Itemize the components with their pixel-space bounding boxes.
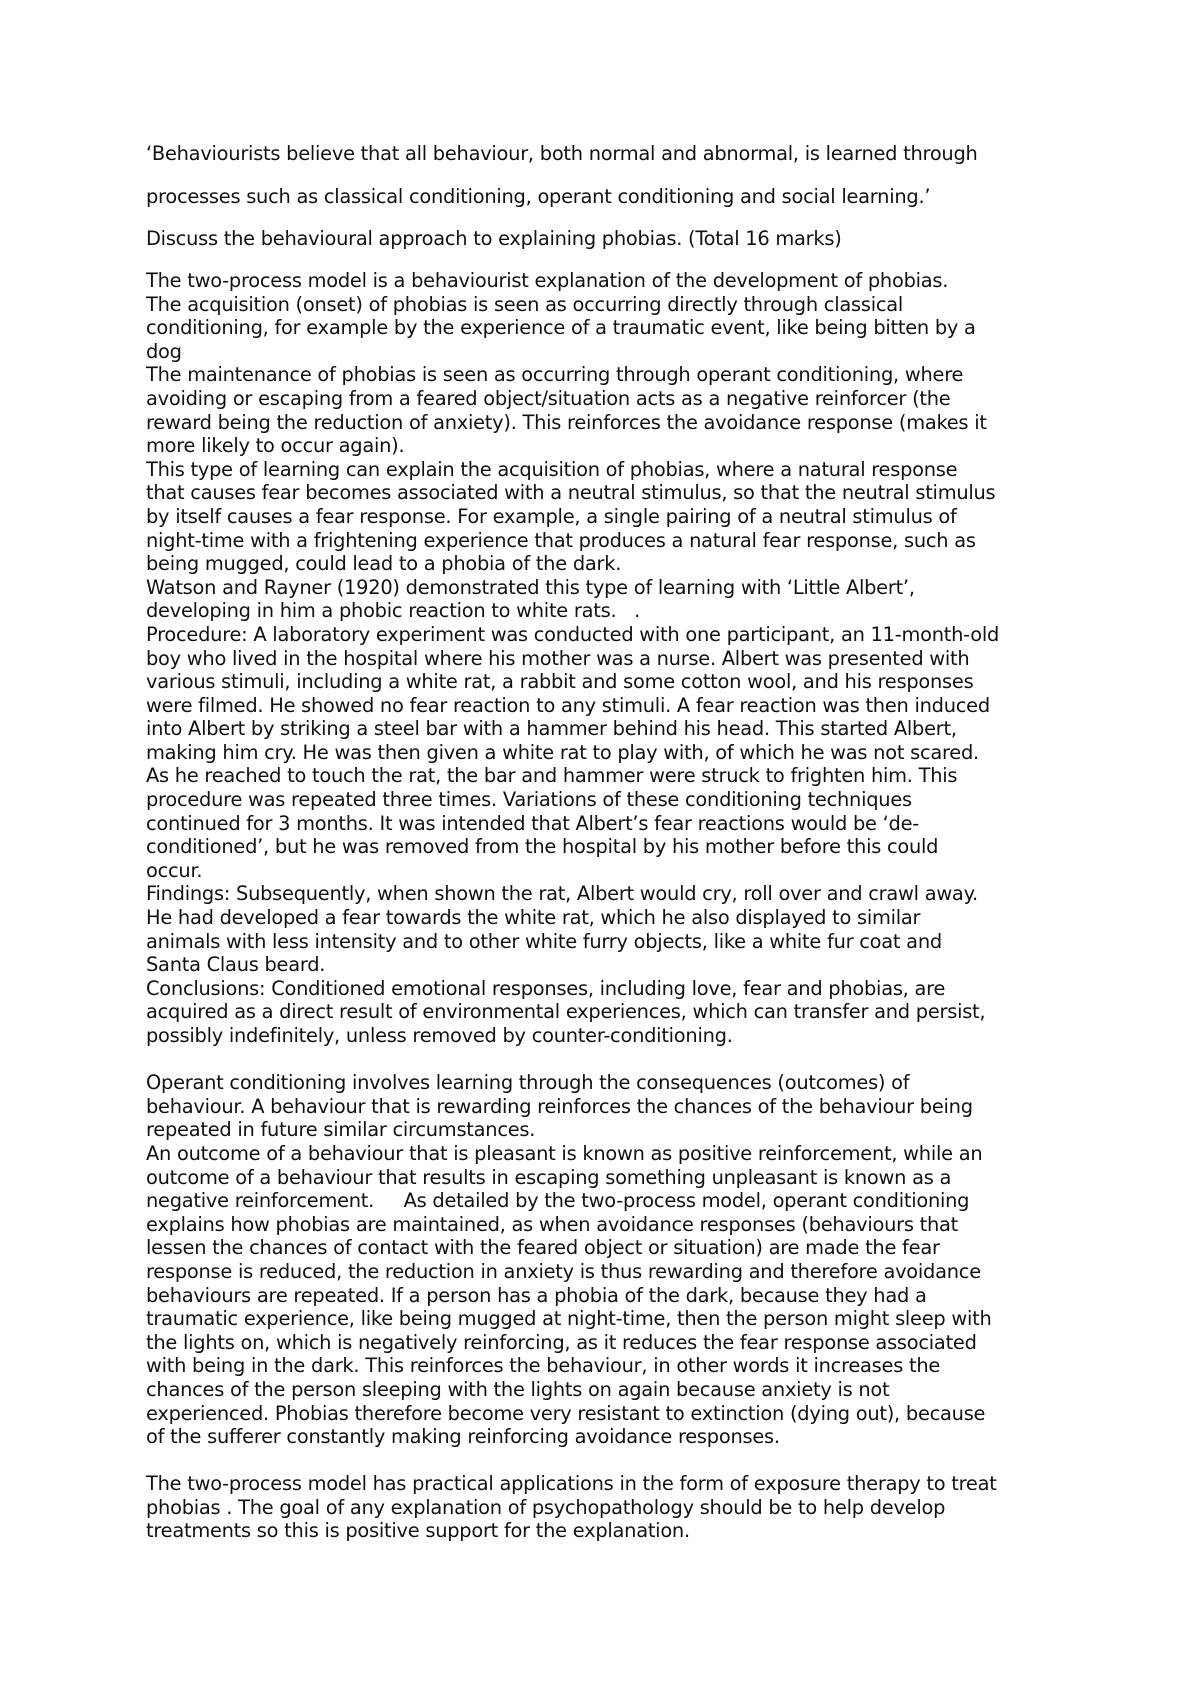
body-line: making him cry. He was then given a white rat to play with, of which he was not scared. [146,740,979,764]
body-line: Watson and Rayner (1920) demonstrated this type of learning with ‘Little Albert’, [146,575,915,599]
body-line: The acquisition (onset) of phobias is seen as occurring directly through classical [146,292,904,316]
body-line: Procedure: A laboratory experiment was conducted with one participant, an 11-month-old [146,622,1000,646]
body-line: negative reinforcement. As detailed by the two-process model, operant conditioning [146,1189,970,1213]
body-line: the lights on, which is negatively reinforcing, as it reduces the fear response associated [146,1330,977,1354]
body-line: being mugged, could lead to a phobia of the dark. [146,552,622,576]
body-line: treatments so this is positive support for the explanation. [146,1519,690,1543]
body-line: The two-process model has practical applications in the form of exposure therapy to treat [146,1472,997,1496]
body-line: conditioning, for example by the experience of a traumatic event, like being bitten by a [146,316,976,340]
body-line: phobias . The goal of any explanation of psychopathology should be to help develop [146,1495,946,1519]
body-line: Conclusions: Conditioned emotional responses, including love, fear and phobias, are [146,976,946,1000]
body-line: into Albert by striking a steel bar with a hammer behind his head. This started Albert, [146,717,957,741]
body-line: more likely to occur again). [146,434,405,458]
body-line: As he reached to touch the rat, the bar and hammer were struck to frighten him. This [146,764,958,788]
body-line: that causes fear becomes associated with a neutral stimulus, so that the neutral stimulus [146,481,996,505]
essay-body [146,269,1086,1543]
body-line: possibly indefinitely, unless removed by counter-conditioning. [146,1024,733,1047]
body-line: Operant conditioning involves learning through the consequences (outcomes) of [146,1071,910,1095]
body-line: Findings: Subsequently, when shown the rat, Albert would cry, roll over and crawl away. [146,882,978,906]
body-line: developing in him a phobic reaction to white rats. . [146,599,641,623]
body-line: were filmed. He showed no fear reaction to any stimuli. A fear reaction was then induced [146,693,990,717]
quote-line-1: ‘Behaviourists believe that all behaviour, both normal and abnormal, is learned through [146,142,978,165]
body-line: dog [146,339,182,363]
body-line: The maintenance of phobias is seen as occurring through operant conditioning, where [146,363,964,387]
body-line: boy who lived in the hospital where his mother was a nurse. Albert was presented with [146,646,970,670]
body-line: chances of the person sleeping with the lights on again because anxiety is not [146,1377,890,1401]
body-line: various stimuli, including a white rat, a rabbit and some cotton wool, and his responses [146,670,974,694]
body-line: response is reduced, the reduction in anxiety is thus rewarding and therefore avoidance [146,1259,981,1283]
body-line: The two-process model is a behaviourist explanation of the development of phobias. [146,269,949,292]
body-line: reward being the reduction of anxiety). This reinforces the avoidance response (makes it [146,410,987,434]
body-line: He had developed a fear towards the white rat, which he also displayed to similar [146,906,921,930]
body-line: continued for 3 months. It was intended that Albert’s fear reactions would be ‘de- [146,811,919,835]
quote-line-2: processes such as classical conditioning, operant conditioning and social learning.’ [146,185,931,208]
body-line: lessen the chances of contact with the feared object or situation) are made the fear [146,1236,940,1260]
body-line: Santa Claus beard. [146,953,326,977]
body-line: This type of learning can explain the acquisition of phobias, where a natural response [146,457,958,481]
body-line: occur. [146,858,203,882]
body-line: repeated in future similar circumstances. [146,1118,536,1142]
body-line: with being in the dark. This reinforces the behaviour, in other words it increases the [146,1354,941,1378]
body-line: of the sufferer constantly making reinforcing avoidance responses. [146,1425,780,1449]
body-line: conditioned’, but he was removed from the hospital by his mother before this could [146,835,939,859]
paragraph-gap [146,1048,1086,1072]
body-line: by itself causes a fear response. For example, a single pairing of a neutral stimulus of [146,504,957,528]
paragraph-gap [146,1449,1086,1473]
question-prompt: Discuss the behavioural approach to explaining phobias. (Total 16 marks) [146,227,842,250]
body-line: outcome of a behaviour that results in escaping something unpleasant is known as a [146,1165,952,1189]
body-line: avoiding or escaping from a feared object/situation acts as a negative reinforcer (the [146,386,951,410]
body-line: acquired as a direct result of environmental experiences, which can transfer and persist, [146,1000,986,1024]
body-line: traumatic experience, like being mugged at night-time, then the person might sleep with [146,1307,992,1331]
body-line: behaviour. A behaviour that is rewarding reinforces the chances of the behaviour being [146,1094,973,1118]
body-line: animals with less intensity and to other white furry objects, like a white fur coat and [146,929,942,953]
body-line: procedure was repeated three times. Variations of these conditioning techniques [146,788,912,812]
body-line: night-time with a frightening experience that produces a natural fear response, such as [146,528,976,552]
body-line: An outcome of a behaviour that is pleasant is known as positive reinforcement, while an [146,1141,983,1165]
body-line: behaviours are repeated. If a person has a phobia of the dark, because they had a [146,1283,927,1307]
body-line: explains how phobias are maintained, as when avoidance responses (behaviours that [146,1212,958,1236]
body-line: experienced. Phobias therefore become very resistant to extinction (dying out), because [146,1401,986,1425]
